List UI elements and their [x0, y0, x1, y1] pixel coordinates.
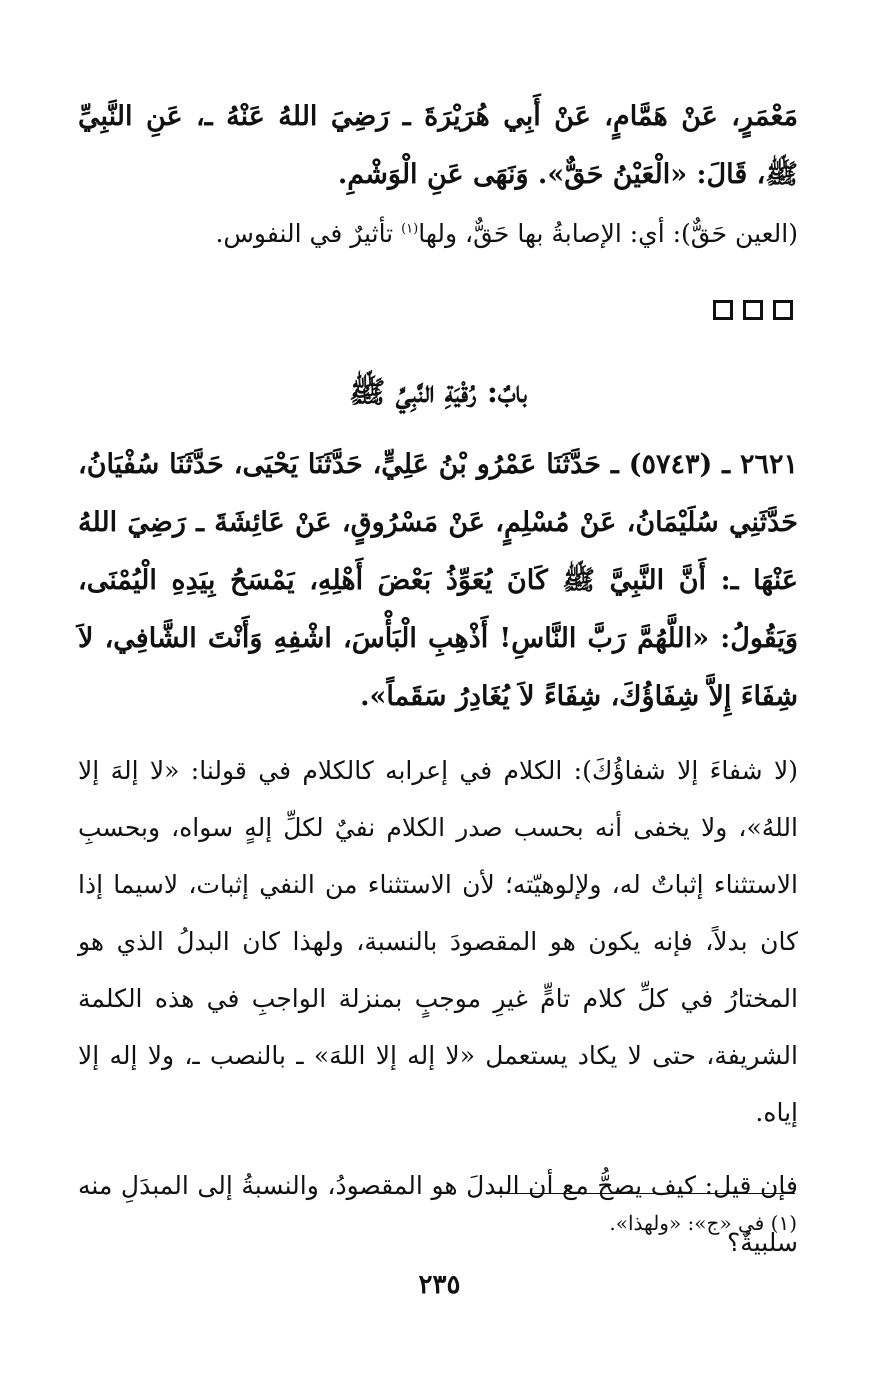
footnote-marker[interactable]: (١)	[401, 221, 419, 237]
commentary-paragraph: فإن قيل: كيف يصحُّ مع أن البدلَ هو المقصودُ، والنسبةُ إلى المبدَلِ منه سلبيةٌ؟	[78, 1171, 798, 1257]
page-number: ٢٣٥	[418, 1270, 461, 1300]
ornament-square-icon	[773, 300, 793, 320]
hadith-text: ٢٦٢١ ـ (٥٧٤٣) ـ حَدَّثَنَا عَمْرُو بْنُ عَلِيٍّ، حَدَّثَنَا يَحْيَى، حَدَّثَنَا سُفْيَانُ، حَدَّثَنِي سُلَيْمَانُ، عَنْ مُسْلِمٍ، عَنْ مَسْرُوقٍ، عَنْ عَائِشَةَ ـ رَضِيَ اللهُ عَنْهَا ـ: أَنَّ النَّبِيَّ ﷺ كَانَ يُعَوِّذُ بَعْضَ أَهْلِهِ، يَمْسَحُ بِيَدِهِ الْيُمْنَى، وَيَقُولُ: «اللَّهُمَّ رَبَّ النَّاسِ! أَذْهِبِ الْبَأْسَ، اشْفِهِ وَأَنْتَ الشَّافِي، لاَ شِفَاءَ إِلاَّ شِفَاؤُكَ، شِفَاءً لاَ يُغَادِرُ سَقَماً».	[78, 449, 798, 712]
gloss-text-end: تأثيرٌ في النفوس.	[215, 219, 402, 248]
footnote: (١) في «ج»: «ولهذا».	[609, 1211, 797, 1235]
previous-hadith-continuation: مَعْمَرٍ، عَنْ هَمَّامٍ، عَنْ أَبِي هُرَيْرَةَ ـ رَضِيَ اللهُ عَنْهُ ـ، عَنِ النَّبِيِّ ﷺ، قَالَ: «الْعَيْنُ حَقٌّ». وَنَهَى عَنِ الْوَشْمِ.	[78, 101, 798, 190]
page-body	[78, 88, 798, 1271]
ornament-square-icon	[743, 300, 763, 320]
gloss-text: (العين حَقٌّ): أي: الإصابةُ بها حَقٌّ، ولها	[418, 219, 798, 248]
chapter-title: بابٌ: رُقْيَةِ النَّبِيِّ ﷺ	[349, 375, 527, 410]
ornament-square-icon	[713, 300, 733, 320]
commentary-paragraph: (لا شفاءَ إلا شفاؤُكَ): الكلام في إعرابه كالكلام في قولنا: «لا إلهَ إلا اللهُ»، ولا يخفى أنه بحسب صدر الكلام نفيٌ لكلِّ إلهٍ سواه، وبحسبِ الاستثناء إثباتٌ له، ولإلوهيّته؛ لأن الاستثناء من النفي إثبات، لاسيما إذا كان بدلاً، فإنه يكون هو المقصودَ بالنسبة، ولهذا كان البدلُ الذي هو المختارُ في كلِّ كلام تامٍّ غيرِ موجبٍ بمنزلة الواجبِ في هذه الكلمة الشريفة، حتى لا يكاد يستعمل «لا إله إلا اللهَ» ـ بالنصب ـ، ولا إله إلا إياه.	[78, 756, 798, 1127]
section-divider-ornament	[78, 300, 798, 340]
gloss-evil-eye	[78, 208, 798, 260]
footnote-divider	[495, 1193, 795, 1194]
